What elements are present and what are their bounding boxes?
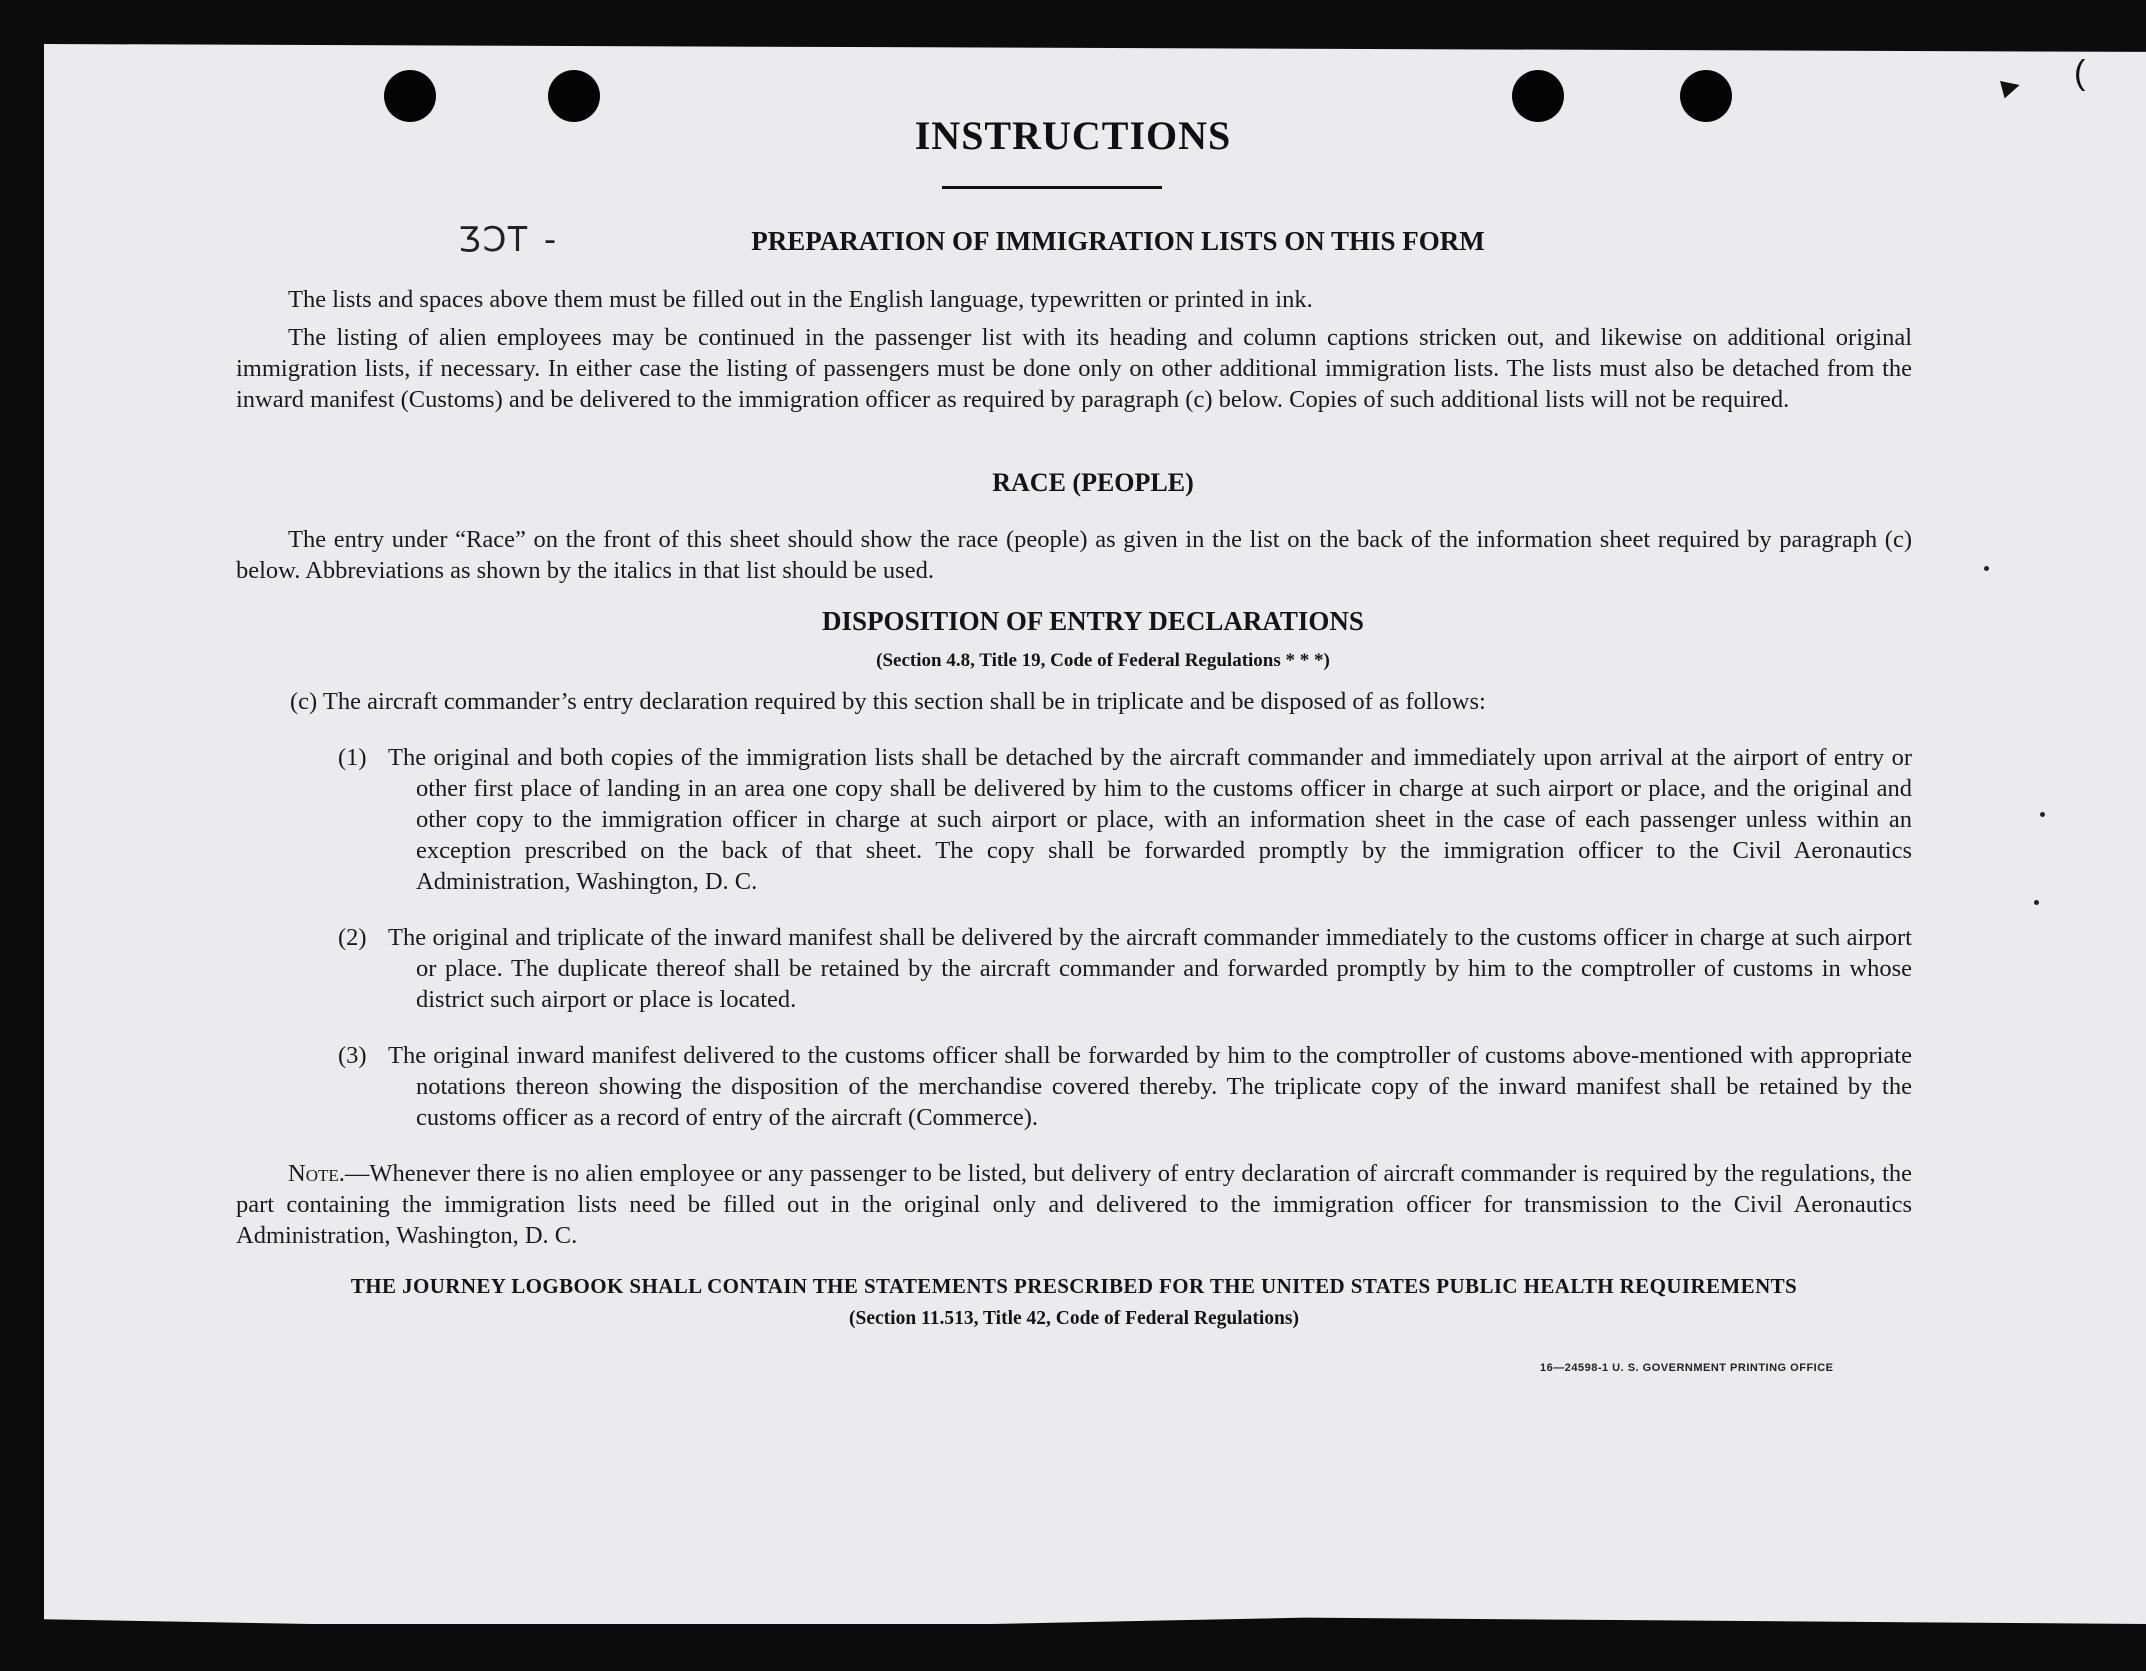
item-text: The original and both copies of the immigration lists shall be detached by the aircraft commander and immediately upon arrival at the airport of entry or other first place of landing in an area one copy shall be delivered by him to the customs officer in charge at such airport or place, and the original and other copy to the immigration officer in charge at such airport or place, with an information sheet in the case of each passenger unless within an exception prescribed on the back of that sheet. The copy shall be forwarded promptly by the immigration officer to the Civil Aeronautics Administration, Washington, D. C. — [388, 744, 1912, 895]
paper-speck — [2034, 900, 2039, 905]
item-number: (1) — [338, 744, 367, 771]
disposition-subheading: (Section 4.8, Title 19, Code of Federal Regulations * * *) — [876, 650, 1330, 671]
corner-arrow-mark: ► — [1992, 66, 2030, 107]
paper-speck — [1984, 566, 1989, 571]
disposition-item-3 — [338, 1040, 1912, 1133]
preparation-paragraph-1: The lists and spaces above them must be filled out in the English language, typewritten or printed in ink. — [288, 286, 1313, 313]
item-text: The original inward manifest delivered to the customs officer shall be forwarded by him to the comptroller of customs above-mentioned with appropriate notations thereon showing the disposition of the merchandise covered thereby. The triplicate copy of the inward manifest shall be retained by the customs officer as a record of entry of the aircraft (Commerce). — [388, 1042, 1912, 1131]
item-text: The original and triplicate of the inward manifest shall be delivered by the aircraft commander immediately to the customs officer in charge at such airport or place. The duplicate thereof shall be retained by the aircraft commander and forwarded promptly by him to the comptroller of customs in whose district such airport or place is located. — [388, 924, 1912, 1013]
note-text: —Whenever there is no alien employee or any passenger to be listed, but delivery of entry declaration of aircraft commander is required by the regulations, the part containing the immigration lists need be filled out in the original only and delivered to the immigration officer for transmission to the Civil Aeronautics Administration, Washington, D. C. — [236, 1160, 1912, 1249]
printer-imprint: 16—24598-1 U. S. GOVERNMENT PRINTING OFFICE — [1540, 1362, 1834, 1374]
paper-speck — [2040, 812, 2045, 817]
item-number: (2) — [338, 924, 367, 951]
title-underline — [942, 186, 1162, 189]
preparation-heading: PREPARATION OF IMMIGRATION LISTS ON THIS FORM — [751, 226, 1485, 256]
note-paragraph — [236, 1158, 1912, 1251]
handwritten-note: ƷↃᎢ - — [458, 220, 559, 260]
footer-requirements: THE JOURNEY LOGBOOK SHALL CONTAIN THE STATEMENTS PRESCRIBED FOR THE UNITED STATES PUBLIC HEALTH REQUIREMENTS — [350, 1274, 1798, 1298]
corner-bracket-mark: ( — [2074, 54, 2086, 92]
disposition-intro: (c) The aircraft commander’s entry declaration required by this section shall be in triplicate and be disposed of as follows: — [290, 688, 1486, 715]
preparation-paragraph-2: The listing of alien employees may be continued in the passenger list with its heading and column captions stricken out, and likewise on additional original immigration lists, if necessary. In either case the listing of passengers must be done only on other additional immigration lists. The lists must also be detached from the inward manifest (Customs) and be delivered to the immigration officer as required by paragraph (c) below. Copies of such additional lists will not be required. — [236, 324, 1912, 413]
disposition-item-2 — [338, 922, 1912, 1015]
disposition-item-1 — [338, 742, 1912, 897]
race-heading: RACE (PEOPLE) — [992, 468, 1194, 497]
item-number: (3) — [338, 1042, 367, 1069]
note-label: Note. — [288, 1160, 345, 1187]
disposition-heading: DISPOSITION OF ENTRY DECLARATIONS — [822, 606, 1364, 636]
page-title: INSTRUCTIONS — [914, 113, 1232, 158]
race-paragraph: The entry under “Race” on the front of this sheet should show the race (people) as given in the list on the back of the information sheet required by paragraph (c) below. Abbreviations as shown by the italics in that list should be used. — [236, 526, 1912, 584]
footer-citation: (Section 11.513, Title 42, Code of Federal Regulations) — [849, 1308, 1299, 1329]
